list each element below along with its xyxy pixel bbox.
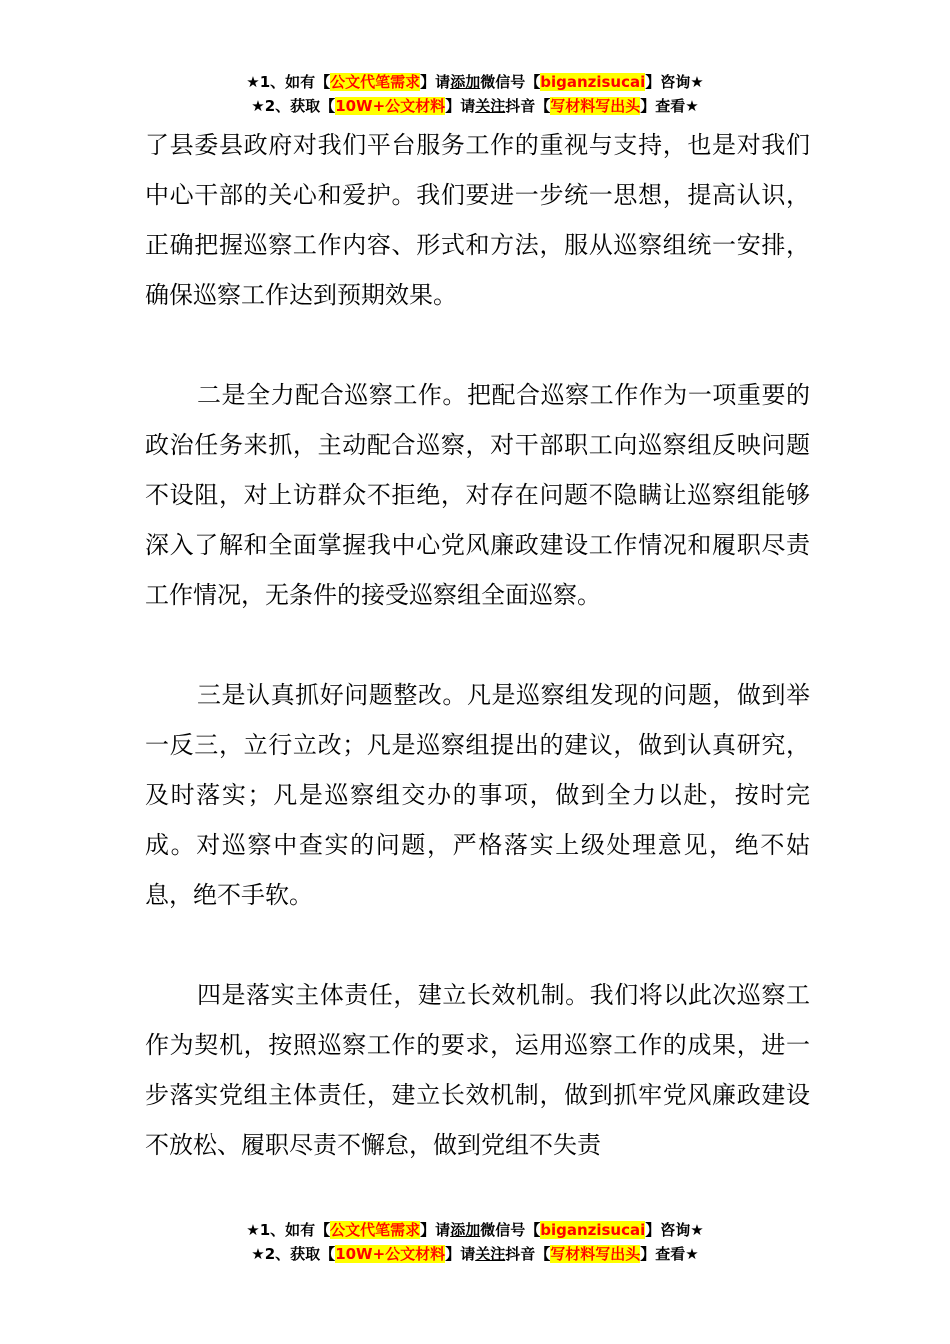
banner-text: 】查看★ [640,97,699,115]
banner-text: ★1、如有【 [246,73,331,91]
banner-text: 】请 [420,73,451,91]
banner-wechat-id: biganzisucai [540,73,646,91]
paragraph-point-2: 二是全力配合巡察工作。把配合巡察工作作为一项重要的政治任务来抓，主动配合巡察，对干部职工向巡察组反映问题不设阻，对上访群众不拒绝，对存在问题不隐瞒让巡察组能够深入了解和全面掌握我中心党风廉政建设工作情况和履职尽责工作情况，无条件的接受巡察组全面巡察。 [145,381,810,609]
banner-line-2 [0,94,950,118]
paragraph-point-4: 四是落实主体责任，建立长效机制。我们将以此次巡察工作为契机，按照巡察工作的要求，运用巡察工作的成果，进一步落实党组主体责任，建立长效机制，做到抓牢党风廉政建设不放松、履职尽责不懈怠，做到党组不失责 [145,981,810,1159]
document-body [145,120,810,1170]
banner-text: ★2、获取【 [251,97,336,115]
banner-highlight: 公文代笔需求 [330,1221,421,1239]
banner-text: 】请 [420,1221,451,1239]
banner-highlight: 10W+公文材料 [335,97,446,115]
banner-line-1 [0,1218,950,1242]
banner-text: 微信号【 [480,73,541,91]
banner-text: 】咨询★ [645,1221,704,1239]
paragraph-gap [145,320,810,370]
banner-wechat-id: biganzisucai [540,1221,646,1239]
banner-text: 】咨询★ [645,73,704,91]
banner-underlined: 关注 [475,97,506,115]
header-banner [0,70,950,118]
banner-douyin-id: 写材料写出头 [550,1245,641,1263]
banner-highlight: 公文代笔需求 [330,73,421,91]
paragraph-point-3: 三是认真抓好问题整改。凡是巡察组发现的问题，做到举一反三，立行立改；凡是巡察组提出的建议，做到认真研究，及时落实；凡是巡察组交办的事项，做到全力以赴，按时完成。对巡察中查实的问题，严格落实上级处理意见，绝不姑息，绝不手软。 [145,681,810,909]
banner-text: 】查看★ [640,1245,699,1263]
banner-text: 】请 [445,1245,476,1263]
banner-underlined: 关注 [475,1245,506,1263]
banner-line-2 [0,1242,950,1266]
footer-banner [0,1218,950,1266]
banner-underlined: 添加 [450,73,481,91]
banner-underlined: 添加 [450,1221,481,1239]
banner-text: ★1、如有【 [246,1221,331,1239]
banner-text: 】请 [445,97,476,115]
banner-text: 抖音【 [505,97,551,115]
paragraph-continued: 了县委县政府对我们平台服务工作的重视与支持，也是对我们中心干部的关心和爱护。我们要进一步统一思想，提高认识，正确把握巡察工作内容、形式和方法，服从巡察组统一安排，确保巡察工作达到预期效果。 [145,131,810,309]
paragraph-gap [145,920,810,970]
banner-highlight: 10W+公文材料 [335,1245,446,1263]
banner-text: ★2、获取【 [251,1245,336,1263]
banner-text: 微信号【 [480,1221,541,1239]
banner-text: 抖音【 [505,1245,551,1263]
banner-line-1 [0,70,950,94]
banner-douyin-id: 写材料写出头 [550,97,641,115]
paragraph-gap [145,620,810,670]
